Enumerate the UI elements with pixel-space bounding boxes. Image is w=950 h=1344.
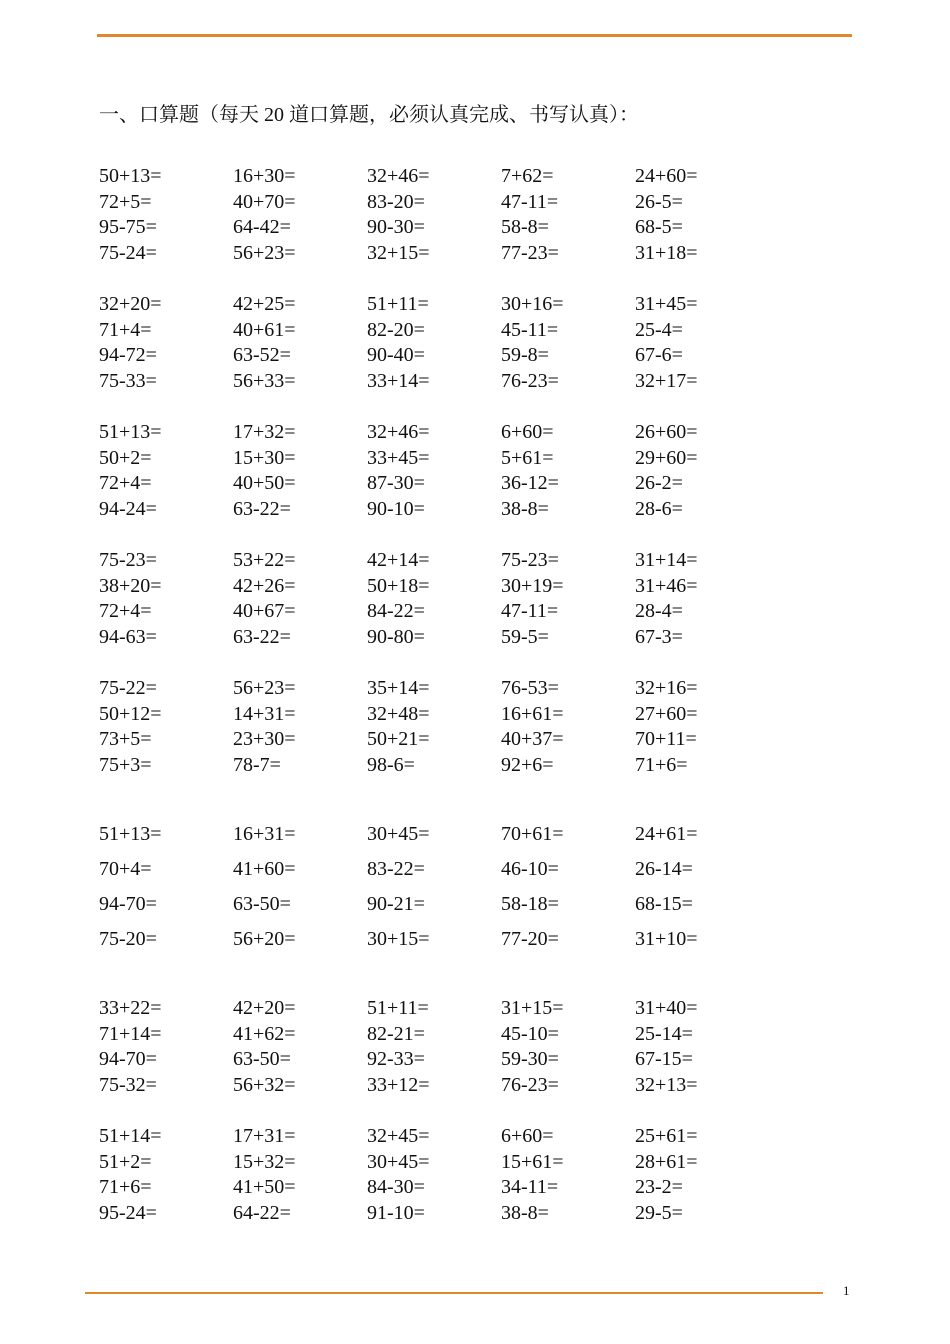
arithmetic-problem: 15+32= <box>233 1150 296 1173</box>
arithmetic-problem: 32+13= <box>635 1073 698 1096</box>
arithmetic-problem: 95-75= <box>99 216 157 238</box>
arithmetic-problem: 31+45= <box>635 293 698 315</box>
page-heading: 一、口算题（每天 20 道口算题，必须认真完成、书写认真）： <box>99 104 639 126</box>
arithmetic-problem: 56+23= <box>233 677 296 699</box>
arithmetic-problem: 82-21= <box>367 1022 425 1045</box>
arithmetic-problem: 50+12= <box>99 702 162 725</box>
arithmetic-problem: 92+6= <box>501 753 554 776</box>
arithmetic-problem: 75-32= <box>99 1073 157 1096</box>
arithmetic-problem: 40+67= <box>233 600 296 622</box>
arithmetic-problem: 45-10= <box>501 1022 559 1045</box>
arithmetic-problem: 59-30= <box>501 1048 559 1070</box>
arithmetic-problem: 24+60= <box>635 165 698 187</box>
arithmetic-problem: 15+30= <box>233 446 296 469</box>
arithmetic-problem: 31+18= <box>635 241 698 264</box>
arithmetic-problem: 33+45= <box>367 446 430 469</box>
arithmetic-problem: 63-50= <box>233 1048 291 1070</box>
arithmetic-problem: 47-11= <box>501 600 559 622</box>
arithmetic-problem: 25-14= <box>635 1022 693 1045</box>
arithmetic-problem: 98-6= <box>367 753 415 776</box>
exercise-block <box>99 292 769 394</box>
arithmetic-problem: 94-63= <box>99 625 157 648</box>
arithmetic-problem: 72+4= <box>99 600 152 622</box>
arithmetic-problem: 75-20= <box>99 928 157 950</box>
arithmetic-problem: 33+22= <box>99 997 162 1019</box>
exercise-block <box>99 822 769 962</box>
arithmetic-problem: 30+16= <box>501 293 564 315</box>
arithmetic-problem: 42+25= <box>233 293 296 315</box>
arithmetic-problem: 64-22= <box>233 1201 291 1224</box>
arithmetic-problem: 23-2= <box>635 1176 683 1198</box>
arithmetic-problem: 51+13= <box>99 823 162 845</box>
arithmetic-problem: 31+40= <box>635 997 698 1019</box>
arithmetic-problem: 41+62= <box>233 1022 296 1045</box>
arithmetic-problem: 36-12= <box>501 472 559 494</box>
exercise-block <box>99 996 769 1098</box>
arithmetic-problem: 51+2= <box>99 1150 152 1173</box>
arithmetic-problem: 30+19= <box>501 574 564 597</box>
arithmetic-problem: 95-24= <box>99 1201 157 1224</box>
arithmetic-problem: 56+32= <box>233 1073 296 1096</box>
arithmetic-problem: 5+61= <box>501 446 554 469</box>
arithmetic-problem: 26-5= <box>635 190 683 213</box>
arithmetic-problem: 59-8= <box>501 344 549 366</box>
arithmetic-problem: 16+61= <box>501 702 564 725</box>
arithmetic-problem: 24+61= <box>635 823 698 845</box>
arithmetic-problem: 42+14= <box>367 549 430 571</box>
arithmetic-problem: 83-22= <box>367 858 425 880</box>
arithmetic-problem: 82-20= <box>367 318 425 341</box>
arithmetic-problem: 92-33= <box>367 1048 425 1070</box>
arithmetic-problem: 7+62= <box>501 165 554 187</box>
arithmetic-problem: 91-10= <box>367 1201 425 1224</box>
arithmetic-problem: 50+18= <box>367 574 430 597</box>
arithmetic-problem: 56+20= <box>233 928 296 950</box>
arithmetic-problem: 83-20= <box>367 190 425 213</box>
arithmetic-problem: 51+13= <box>99 421 162 443</box>
arithmetic-problem: 67-3= <box>635 625 683 648</box>
arithmetic-problem: 75-24= <box>99 241 157 264</box>
arithmetic-problem: 14+31= <box>233 702 296 725</box>
arithmetic-problem: 63-50= <box>233 893 291 915</box>
arithmetic-problem: 16+30= <box>233 165 296 187</box>
arithmetic-problem: 50+21= <box>367 728 430 750</box>
arithmetic-problem: 63-22= <box>233 497 291 520</box>
exercise-block <box>99 676 769 778</box>
arithmetic-problem: 28-6= <box>635 497 683 520</box>
arithmetic-problem: 46-10= <box>501 858 559 880</box>
arithmetic-problem: 25+61= <box>635 1125 698 1147</box>
arithmetic-problem: 40+61= <box>233 318 296 341</box>
arithmetic-problem: 56+33= <box>233 369 296 392</box>
arithmetic-problem: 90-80= <box>367 625 425 648</box>
arithmetic-problem: 31+46= <box>635 574 698 597</box>
arithmetic-problem: 94-70= <box>99 1048 157 1070</box>
arithmetic-problem: 26-2= <box>635 472 683 494</box>
exercise-block <box>99 1124 769 1226</box>
arithmetic-problem: 56+23= <box>233 241 296 264</box>
arithmetic-problem: 71+6= <box>635 753 688 776</box>
arithmetic-problem: 42+26= <box>233 574 296 597</box>
arithmetic-problem: 29-5= <box>635 1201 683 1224</box>
page-number: 1 <box>843 1283 850 1298</box>
arithmetic-problem: 51+14= <box>99 1125 162 1147</box>
arithmetic-problem: 32+46= <box>367 421 430 443</box>
arithmetic-problem: 77-23= <box>501 241 559 264</box>
arithmetic-problem: 71+6= <box>99 1176 152 1198</box>
arithmetic-problem: 17+31= <box>233 1125 296 1147</box>
arithmetic-problem: 73+5= <box>99 728 152 750</box>
arithmetic-problem: 59-5= <box>501 625 549 648</box>
arithmetic-problem: 15+61= <box>501 1150 564 1173</box>
arithmetic-problem: 40+50= <box>233 472 296 494</box>
arithmetic-problem: 32+16= <box>635 677 698 699</box>
arithmetic-problem: 47-11= <box>501 190 559 213</box>
arithmetic-problem: 75-23= <box>501 549 559 571</box>
arithmetic-problem: 32+46= <box>367 165 430 187</box>
arithmetic-problem: 90-30= <box>367 216 425 238</box>
arithmetic-problem: 77-20= <box>501 928 559 950</box>
arithmetic-problem: 32+15= <box>367 241 430 264</box>
arithmetic-problem: 90-40= <box>367 344 425 366</box>
arithmetic-problem: 51+11= <box>367 997 429 1019</box>
arithmetic-problem: 31+10= <box>635 928 698 950</box>
arithmetic-problem: 30+15= <box>367 928 430 950</box>
exercise-block <box>99 420 769 522</box>
header-rule <box>97 34 852 37</box>
arithmetic-problem: 51+11= <box>367 293 429 315</box>
arithmetic-problem: 16+31= <box>233 823 296 845</box>
arithmetic-problem: 64-42= <box>233 216 291 238</box>
arithmetic-problem: 28+61= <box>635 1150 698 1173</box>
arithmetic-problem: 63-22= <box>233 625 291 648</box>
arithmetic-problem: 25-4= <box>635 318 683 341</box>
arithmetic-problem: 29+60= <box>635 446 698 469</box>
arithmetic-problem: 23+30= <box>233 728 296 750</box>
arithmetic-problem: 72+5= <box>99 190 152 213</box>
arithmetic-problem: 68-15= <box>635 893 693 915</box>
arithmetic-problem: 40+37= <box>501 728 564 750</box>
exercise-blocks <box>99 138 769 1226</box>
arithmetic-problem: 32+48= <box>367 702 430 725</box>
arithmetic-problem: 67-15= <box>635 1048 693 1070</box>
arithmetic-problem: 31+14= <box>635 549 698 571</box>
arithmetic-problem: 58-8= <box>501 216 549 238</box>
arithmetic-problem: 32+45= <box>367 1125 430 1147</box>
arithmetic-problem: 40+70= <box>233 190 296 213</box>
arithmetic-problem: 6+60= <box>501 421 554 443</box>
arithmetic-problem: 30+45= <box>367 1150 430 1173</box>
arithmetic-problem: 94-72= <box>99 344 157 366</box>
arithmetic-problem: 75-33= <box>99 369 157 392</box>
arithmetic-problem: 30+45= <box>367 823 430 845</box>
arithmetic-problem: 84-30= <box>367 1176 425 1198</box>
arithmetic-problem: 38-8= <box>501 497 549 520</box>
arithmetic-problem: 50+13= <box>99 165 162 187</box>
arithmetic-problem: 26-14= <box>635 858 693 880</box>
arithmetic-problem: 75-23= <box>99 549 157 571</box>
arithmetic-problem: 50+2= <box>99 446 152 469</box>
arithmetic-problem: 31+15= <box>501 997 564 1019</box>
arithmetic-problem: 63-52= <box>233 344 291 366</box>
arithmetic-problem: 26+60= <box>635 421 698 443</box>
exercise-block <box>99 548 769 650</box>
arithmetic-problem: 58-18= <box>501 893 559 915</box>
arithmetic-problem: 32+17= <box>635 369 698 392</box>
arithmetic-problem: 71+4= <box>99 318 152 341</box>
arithmetic-problem: 41+60= <box>233 858 296 880</box>
arithmetic-problem: 72+4= <box>99 472 152 494</box>
arithmetic-problem: 67-6= <box>635 344 683 366</box>
arithmetic-problem: 45-11= <box>501 318 559 341</box>
footer-rule <box>85 1292 823 1294</box>
arithmetic-problem: 94-24= <box>99 497 157 520</box>
arithmetic-problem: 90-10= <box>367 497 425 520</box>
exercise-block <box>99 164 769 266</box>
arithmetic-problem: 28-4= <box>635 600 683 622</box>
arithmetic-problem: 70+61= <box>501 823 564 845</box>
arithmetic-problem: 32+20= <box>99 293 162 315</box>
arithmetic-problem: 84-22= <box>367 600 425 622</box>
arithmetic-problem: 33+12= <box>367 1073 430 1096</box>
arithmetic-problem: 70+4= <box>99 858 152 880</box>
arithmetic-problem: 34-11= <box>501 1176 559 1198</box>
arithmetic-problem: 78-7= <box>233 753 281 776</box>
arithmetic-problem: 33+14= <box>367 369 430 392</box>
arithmetic-problem: 53+22= <box>233 549 296 571</box>
arithmetic-problem: 17+32= <box>233 421 296 443</box>
arithmetic-problem: 75+3= <box>99 753 152 776</box>
arithmetic-problem: 38+20= <box>99 574 162 597</box>
arithmetic-problem: 71+14= <box>99 1022 162 1045</box>
arithmetic-problem: 42+20= <box>233 997 296 1019</box>
arithmetic-problem: 90-21= <box>367 893 425 915</box>
arithmetic-problem: 94-70= <box>99 893 157 915</box>
arithmetic-problem: 76-53= <box>501 677 559 699</box>
arithmetic-problem: 76-23= <box>501 1073 559 1096</box>
arithmetic-problem: 41+50= <box>233 1176 296 1198</box>
arithmetic-problem: 87-30= <box>367 472 425 494</box>
arithmetic-problem: 75-22= <box>99 677 157 699</box>
arithmetic-problem: 76-23= <box>501 369 559 392</box>
arithmetic-problem: 6+60= <box>501 1125 554 1147</box>
arithmetic-problem: 68-5= <box>635 216 683 238</box>
arithmetic-problem: 38-8= <box>501 1201 549 1224</box>
arithmetic-problem: 70+11= <box>635 728 697 750</box>
arithmetic-problem: 35+14= <box>367 677 430 699</box>
arithmetic-problem: 27+60= <box>635 702 698 725</box>
